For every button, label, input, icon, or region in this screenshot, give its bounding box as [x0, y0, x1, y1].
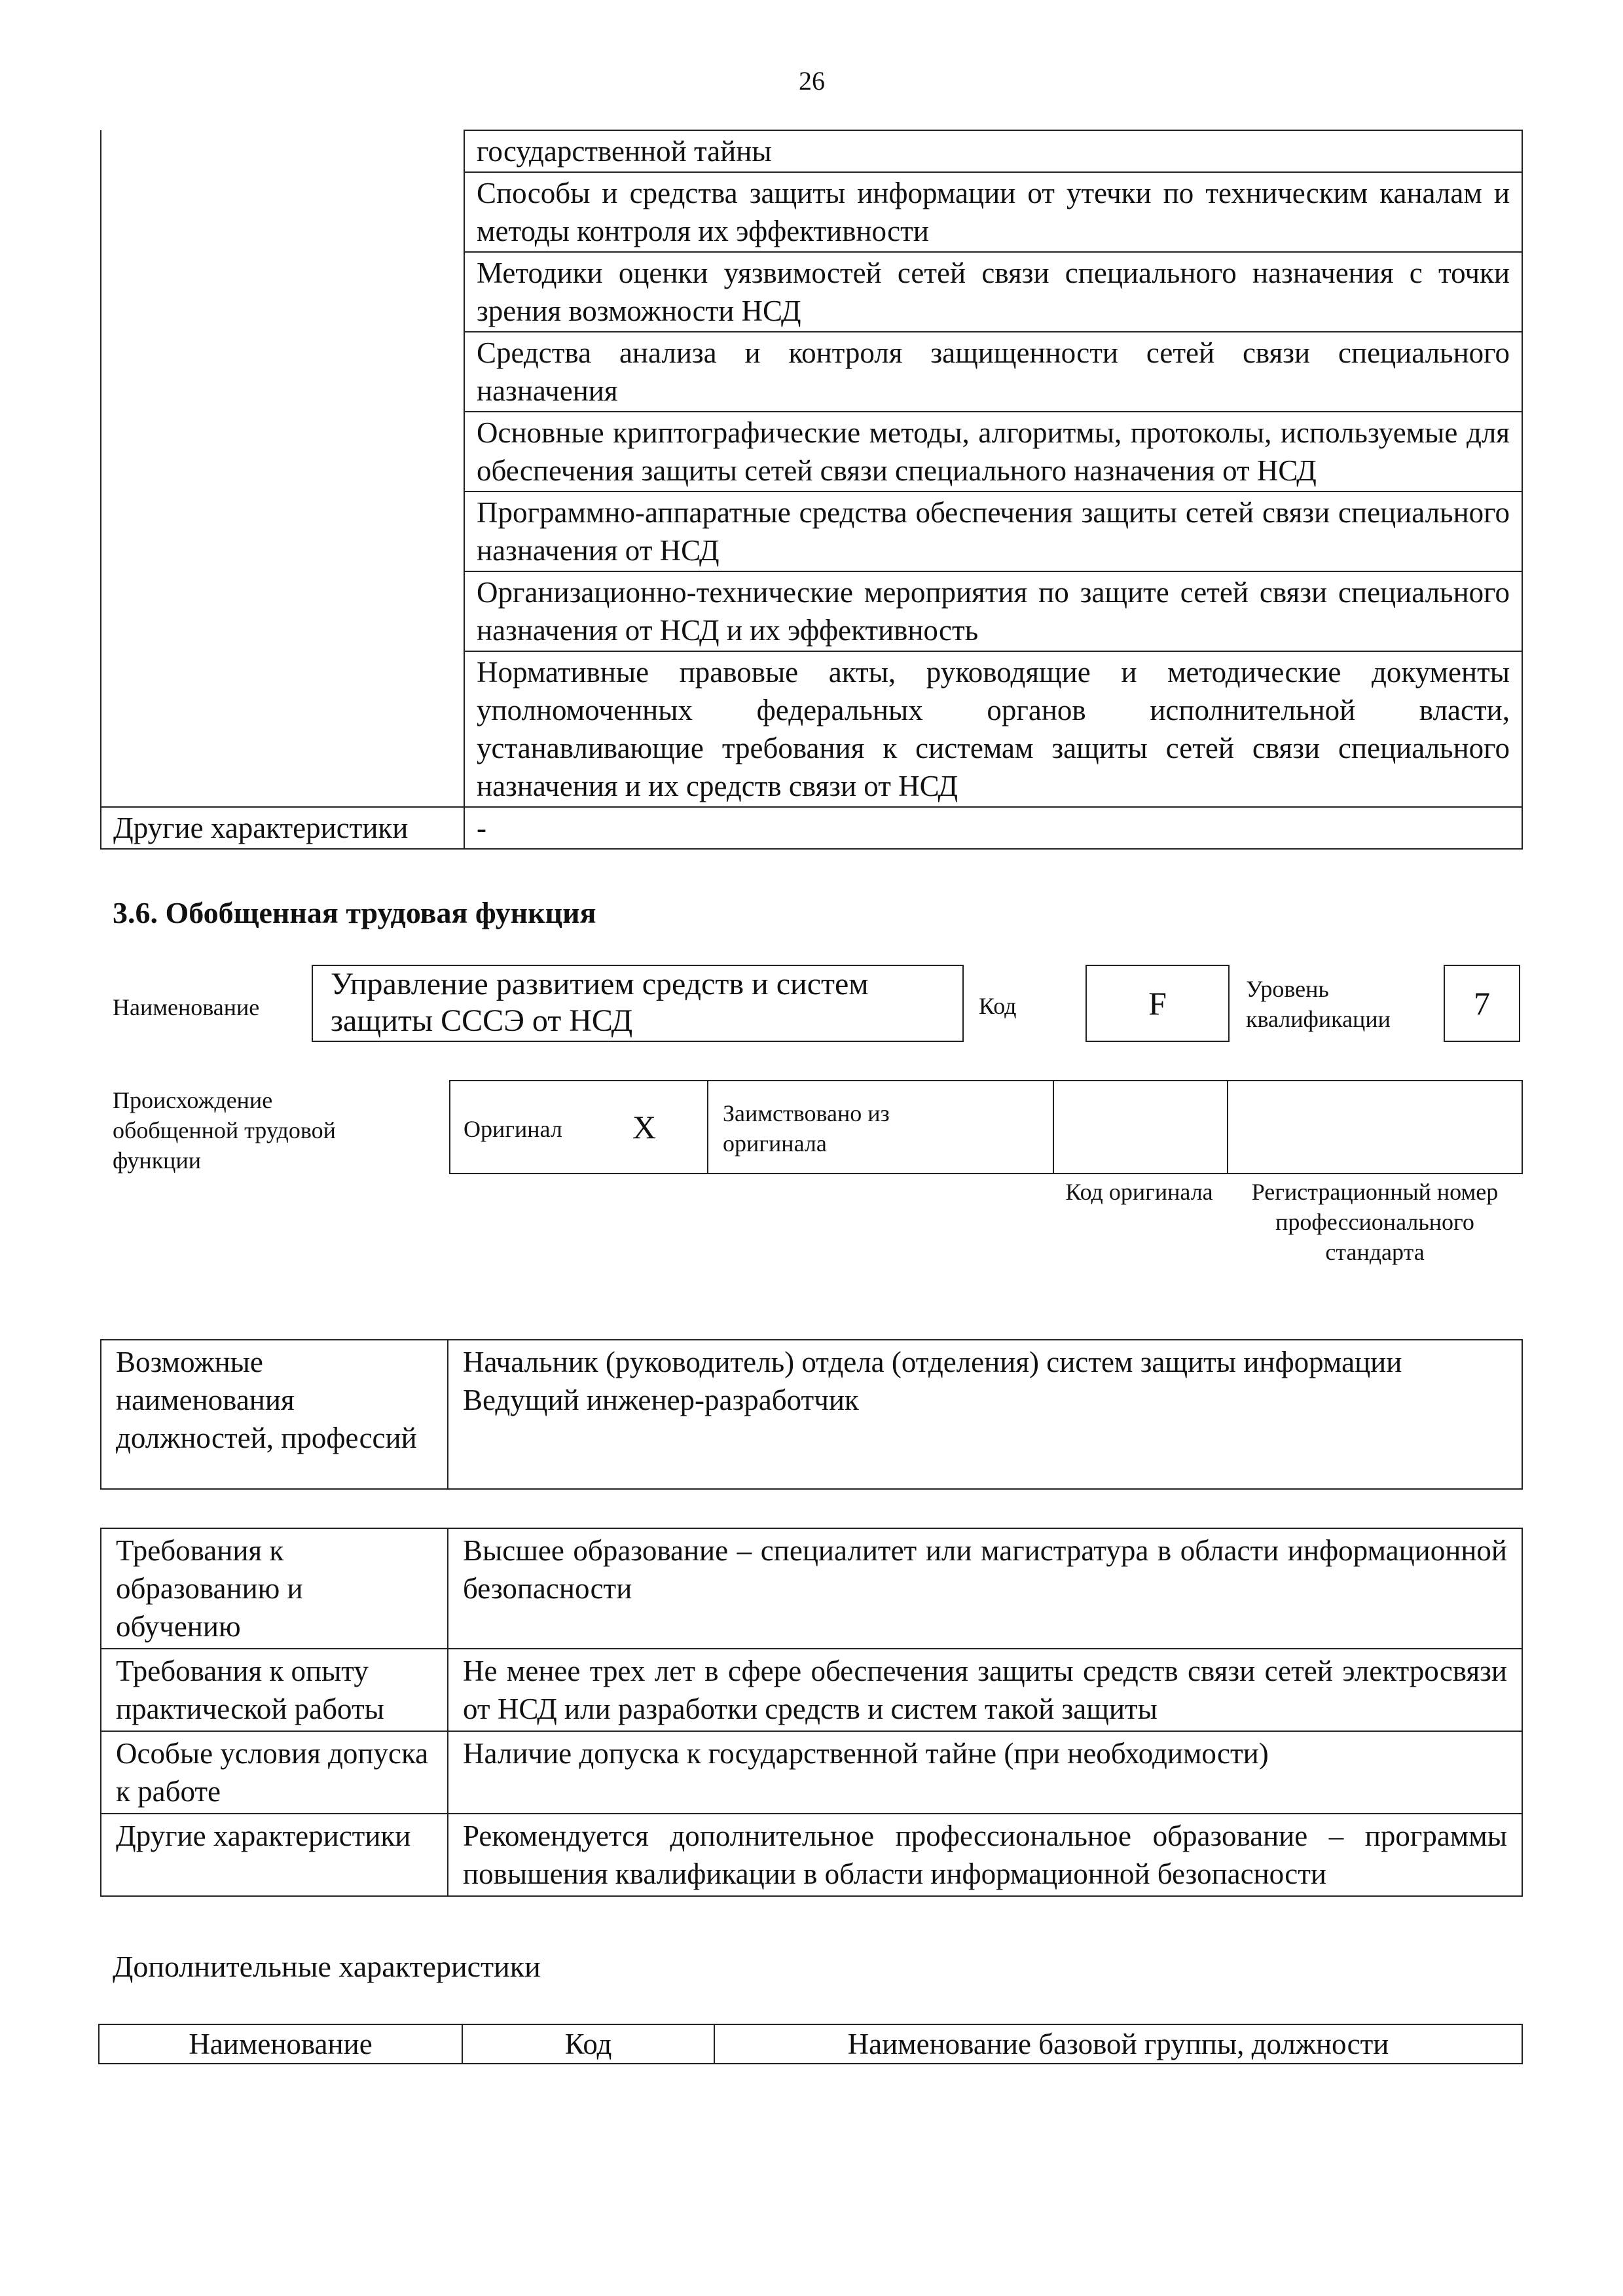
page-number: 26 — [799, 66, 825, 96]
knowledge-row: Организационно-технические мероприятия по защите сетей связи специального назначения от НСД и их эффективность — [464, 571, 1522, 651]
gtf-level-value: 7 — [1474, 985, 1490, 1022]
origin-box — [449, 1080, 1523, 1174]
requirement-value: Высшее образование – специалитет или магистратура в области информационной безопасности — [448, 1528, 1522, 1649]
origin-divider-2 — [1053, 1080, 1054, 1174]
requirement-label: Особые условия допуска к работе — [101, 1731, 448, 1814]
knowledge-row: Средства анализа и контроля защищенности сетей связи специального назначения — [464, 332, 1522, 412]
other-characteristics-label: Другие характеристики — [101, 807, 464, 849]
original-label: Оригинал — [464, 1116, 562, 1142]
knowledge-row: Программно-аппаратные средства обеспечения защиты сетей связи специального назначения от НСД — [464, 492, 1522, 571]
knowledge-row: государственной тайны — [464, 130, 1522, 172]
section-title: 3.6. Обобщенная трудовая функция — [113, 896, 596, 929]
gtf-code-value: F — [1148, 985, 1167, 1022]
knowledge-row: Нормативные правовые акты, руководящие и методические документы уполномоченных федеральных органов исполнительной власти, устанавливающие требования к системам защиты сетей связи специального назначения и их средств связи от НСД — [464, 651, 1522, 807]
position-item: Начальник (руководитель) отдела (отделения) систем защиты информации — [463, 1346, 1402, 1378]
borrowed-label: Заимствовано из оригинала — [723, 1100, 890, 1157]
code-label: Код — [979, 993, 1017, 1019]
additional-header-code: Код — [462, 2024, 714, 2064]
positions-values — [448, 1340, 1522, 1489]
positions-label: Возможные наименования должностей, профессий — [101, 1340, 448, 1489]
requirement-value: Не менее трех лет в сфере обеспечения защиты средств связи сетей электросвязи от НСД или разработки средств и систем такой защиты — [448, 1649, 1522, 1731]
origin-label: Происхождение обобщенной трудовой функции — [113, 1087, 336, 1174]
additional-title: Дополнительные характеристики — [113, 1950, 541, 1983]
origin-divider-1 — [707, 1080, 708, 1174]
code-original-caption: Код оригинала — [1065, 1179, 1213, 1205]
requirement-label: Требования к образованию и обучению — [101, 1528, 448, 1649]
empty-left-cell — [101, 130, 464, 807]
requirements-table — [100, 1528, 1523, 1897]
requirement-value: Рекомендуется дополнительное профессиональное образование – программы повышения квалификации в области информационной безопасности — [448, 1814, 1522, 1896]
position-item: Ведущий инженер-разработчик — [463, 1384, 859, 1416]
additional-table — [98, 2024, 1523, 2064]
additional-header-name: Наименование — [99, 2024, 462, 2064]
name-label: Наименование — [113, 994, 260, 1020]
original-mark: X — [632, 1109, 657, 1145]
positions-table — [100, 1339, 1523, 1490]
additional-header-group: Наименование базовой группы, должности — [714, 2024, 1522, 2064]
requirement-value: Наличие допуска к государственной тайне (при необходимости) — [448, 1731, 1522, 1814]
requirement-label: Другие характеристики — [101, 1814, 448, 1896]
origin-divider-3 — [1227, 1080, 1228, 1174]
gtf-name-value: Управление развитием средств и систем защиты СССЭ от НСД — [331, 967, 869, 1038]
knowledge-row: Основные криптографические методы, алгоритмы, протоколы, используемые для обеспечения защиты сетей связи специального назначения от НСД — [464, 412, 1522, 492]
other-characteristics-value: - — [464, 807, 1522, 849]
knowledge-row: Способы и средства защиты информации от утечки по техническим каналам и методы контроля их эффективности — [464, 172, 1522, 252]
knowledge-table — [100, 130, 1523, 850]
knowledge-row: Методики оценки уязвимостей сетей связи специального назначения с точки зрения возможности НСД — [464, 252, 1522, 332]
reg-number-caption: Регистрационный номер профессионального стандарта — [1251, 1179, 1499, 1265]
requirement-label: Требования к опыту практической работы — [101, 1649, 448, 1731]
level-label: Уровень квалификации — [1246, 976, 1391, 1032]
